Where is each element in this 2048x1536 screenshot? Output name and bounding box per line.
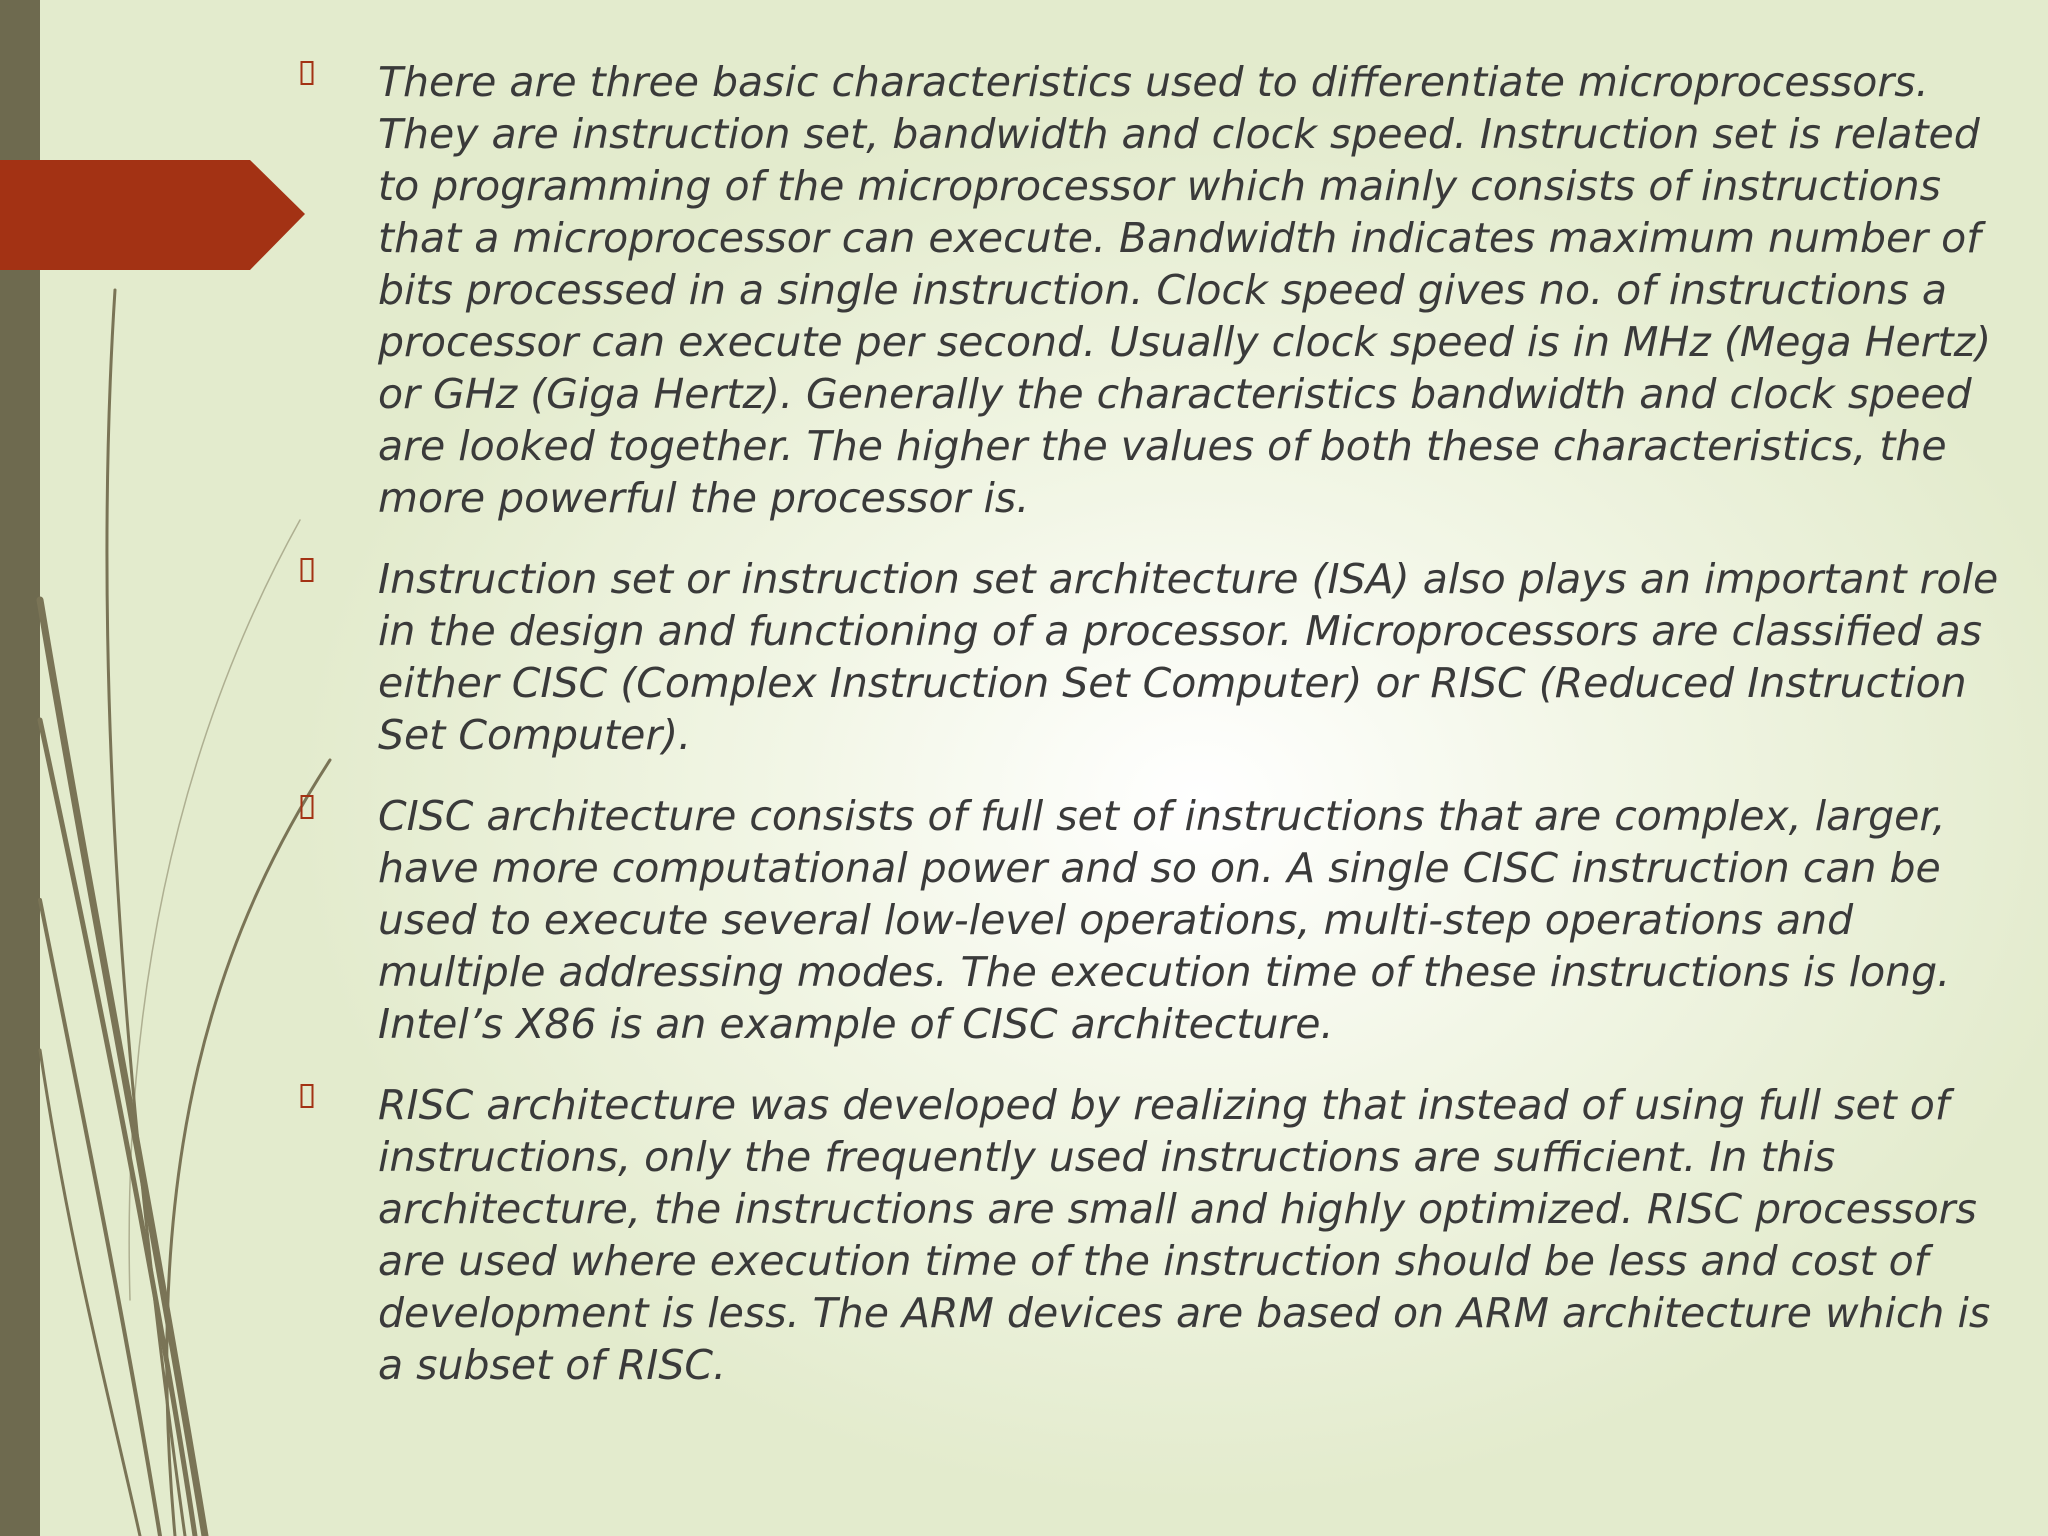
bullet-text: RISC architecture was developed by realizing that instead of using full set of instructions, only the frequently used instructions are sufficient. In this architecture, the instructions are small and highly optimized. RISC processors are used where execution time of the instruction should be less and cost of development is less. The ARM devices are based on ARM architecture which is a subset of RISC. [378,1081,1991,1389]
bullet-box-icon [300,794,314,822]
bullet-box-icon [300,1083,314,1111]
left-accent-bar [0,0,40,1536]
bullet-box-icon [300,60,314,88]
bullet-text: CISC architecture consists of full set of instructions that are complex, larger, have more computational power and so on. A single CISC instruction can be used to execute several low-level operations, multi-step operations and multiple addressing modes. The execution time of these instructions is long. Intel’s X86 is an example of CISC architecture. [378,792,1951,1048]
bullet-item [300,790,2020,1050]
bullet-text: There are three basic characteristics used to differentiate microprocessors. They are instruction set, bandwidth and clock speed. Instruction set is related to programming of the microprocessor which mainly consists of instructions that a microprocessor can execute. Bandwidth indicates maximum number of bits processed in a single instruction. Clock speed gives no. of instructions a processor can execute per second. Usually clock speed is in MHz (Mega Hertz) or GHz (Giga Hertz). Generally the characteristics bandwidth and clock speed are looked together. The higher the values of both these characteristics, the more powerful the processor is. [378,58,1992,522]
slide-content [300,56,2020,1420]
bullet-box-icon [300,557,314,585]
bullet-text: Instruction set or instruction set architecture (ISA) also plays an important role in the design and functioning of a processor. Microprocessors are classified as either CISC (Complex Instruction Set Computer) or RISC (Reduced Instruction Set Computer). [378,555,1999,759]
bullet-item [300,553,2020,761]
bullet-item [300,56,2020,524]
bullet-item [300,1079,2020,1391]
